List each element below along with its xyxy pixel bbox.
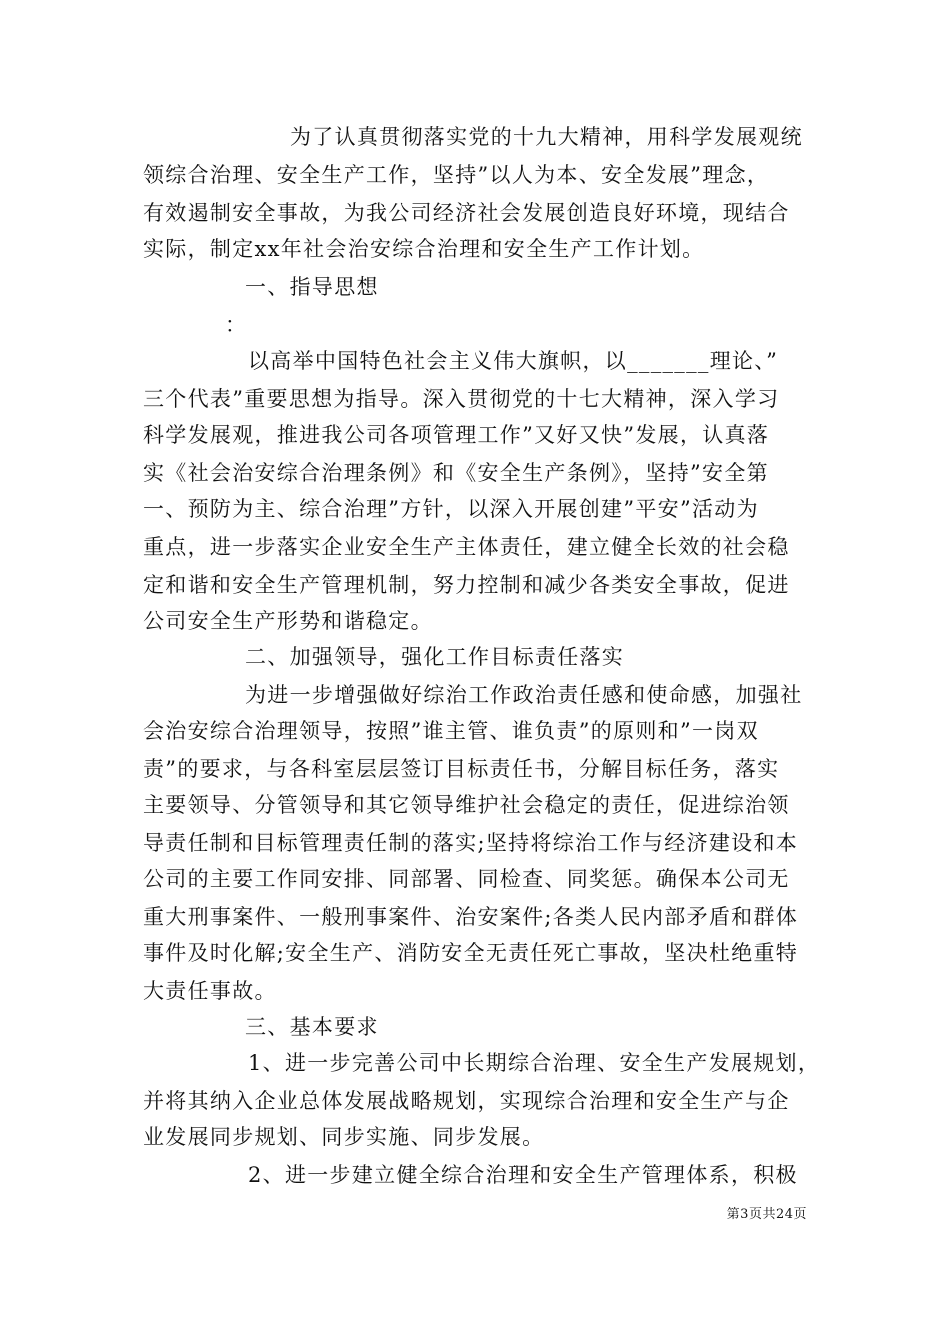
text-line: 公司安全生产形势和谐稳定。: [143, 609, 433, 633]
text-line: 重大刑事案件、一般刑事案件、治安案件;各类人民内部矛盾和群体: [143, 905, 799, 929]
text-line: 1、进一步完善公司中长期综合治理、安全生产发展规划，: [248, 1051, 821, 1075]
section-heading: 一、指导思想: [245, 275, 379, 299]
text-line: 重点，进一步落实企业安全生产主体责任，建立健全长效的社会稳: [143, 535, 790, 559]
text-line: 导责任制和目标管理责任制的落实;坚持将综治工作与经济建设和本: [143, 831, 799, 855]
text-line: 并将其纳入企业总体发展战略规划，实现综合治理和安全生产与企: [143, 1089, 790, 1113]
text-line: 实际，制定xx年社会治安综合治理和安全生产工作计划。: [143, 237, 705, 261]
text-line: 一、预防为主、综合治理”方针，以深入开展创建”平安”活动为: [143, 497, 759, 521]
page-number: 第3页共24页: [726, 1207, 807, 1222]
text-line: 定和谐和安全生产管理机制，努力控制和减少各类安全事故，促进: [143, 573, 790, 597]
text-line: 会治安综合治理领导，按照”谁主管、谁负责”的原则和”一岗双: [143, 719, 759, 743]
text-line: 公司的主要工作同安排、同部署、同检查、同奖惩。确保本公司无: [143, 867, 790, 891]
text-line: 三个代表”重要思想为指导。深入贯彻党的十七大精神，深入学习: [143, 387, 780, 411]
text-line: 为进一步增强做好综治工作政治责任感和使命感，加强社: [245, 683, 803, 707]
text-line: 为了认真贯彻落实党的十九大精神，用科学发展观统: [290, 125, 803, 149]
text-line: 实《社会治安综合治理条例》和《安全生产条例》，坚持”安全第: [143, 461, 769, 485]
text-line: 大责任事故。: [143, 979, 277, 1003]
section-heading: 三、基本要求: [245, 1015, 379, 1039]
text-line: 业发展同步规划、同步实施、同步发展。: [143, 1125, 545, 1149]
text-line: 责”的要求，与各科室层层签订目标责任书，分解目标任务，落实: [143, 757, 780, 781]
text-line: 科学发展观，推进我公司各项管理工作”又好又快”发展，认真落: [143, 423, 770, 447]
text-line: 领综合治理、安全生产工作，坚持”以人为本、安全发展”理念，: [143, 163, 770, 187]
text-line: 主要领导、分管领导和其它领导维护社会稳定的责任，促进综治领: [143, 793, 790, 817]
text-line: 有效遏制安全事故，为我公司经济社会发展创造良好环境，现结合: [143, 201, 790, 225]
section-heading: 二、加强领导，强化工作目标责任落实: [245, 645, 625, 669]
text-line: 以高举中国特色社会主义伟大旗帜，以_______理论、”: [248, 349, 779, 373]
text-line: ：: [225, 313, 248, 337]
text-line: 2、进一步建立健全综合治理和安全生产管理体系，积极: [248, 1163, 798, 1187]
text-line: 事件及时化解;安全生产、消防安全无责任死亡事故，坚决杜绝重特: [143, 941, 799, 965]
